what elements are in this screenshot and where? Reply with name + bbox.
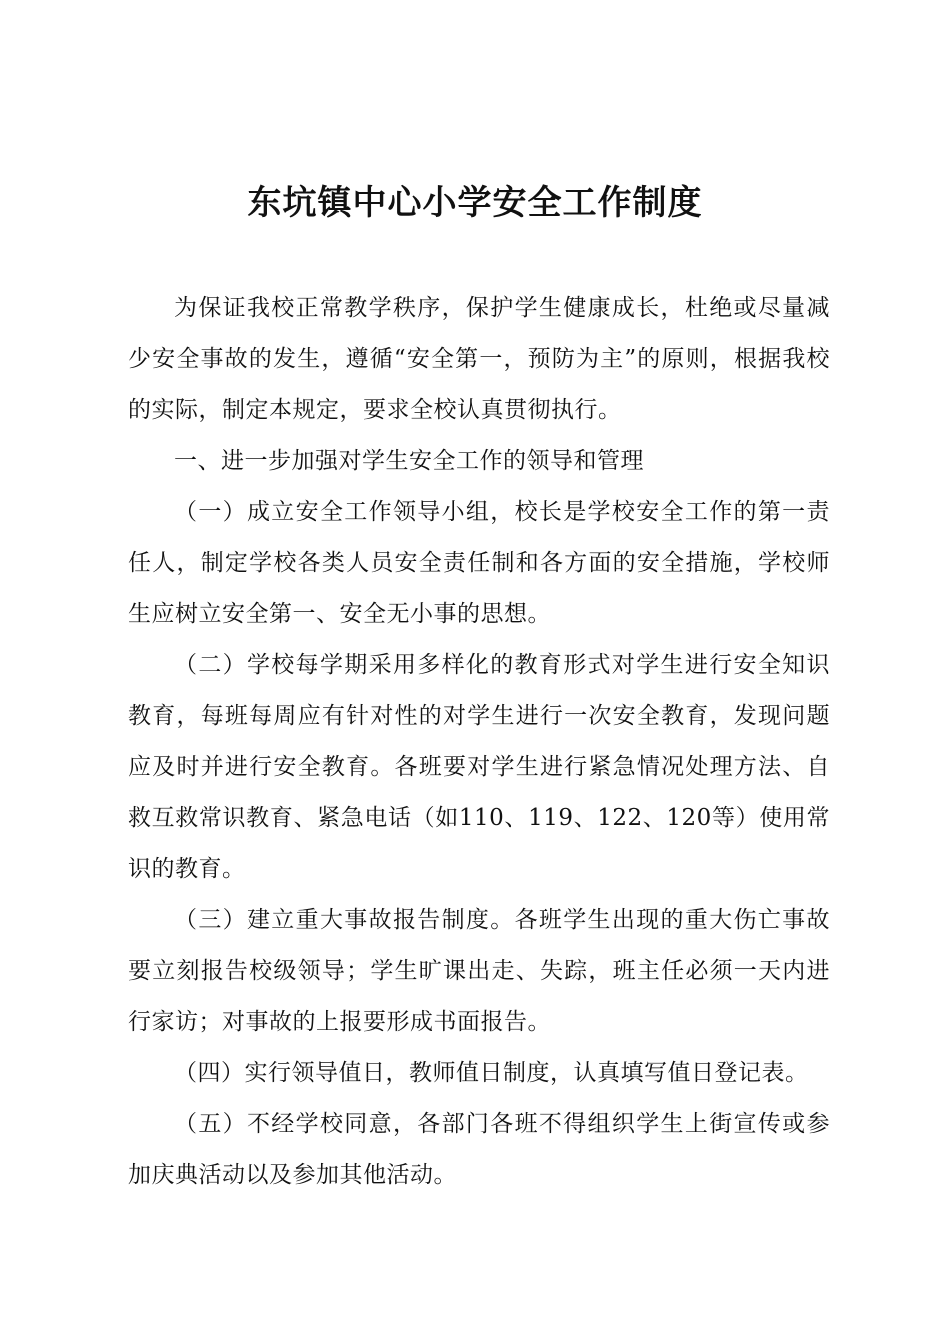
document-body bbox=[128, 283, 830, 1201]
intro-paragraph: 为保证我校正常教学秩序，保护学生健康成长，杜绝或尽量减少安全事故的发生，遵循“安全第一，预防为主”的原则，根据我校的实际，制定本规定，要求全校认真贯彻执行。 bbox=[128, 295, 830, 423]
item-paragraph-3: （三）建立重大事故报告制度。各班学生出现的重大伤亡事故要立刻报告校级领导；学生旷课出走、失踪，班主任必须一天内进行家访；对事故的上报要形成书面报告。 bbox=[128, 907, 830, 1035]
document-title: 东坑镇中心小学安全工作制度 bbox=[247, 183, 703, 223]
item-paragraph-2: （二）学校每学期采用多样化的教育形式对学生进行安全知识教育，每班每周应有针对性的对学生进行一次安全教育，发现问题应及时并进行安全教育。各班要对学生进行紧急情况处理方法、自救互救常识教育、紧急电话（如110、119、122、120等）使用常识的教育。 bbox=[128, 652, 830, 882]
item-paragraph-1: （一）成立安全工作领导小组，校长是学校安全工作的第一责任人，制定学校各类人员安全责任制和各方面的安全措施，学校师生应树立安全第一、安全无小事的思想。 bbox=[128, 499, 830, 627]
section-heading: 一、进一步加强对学生安全工作的领导和管理 bbox=[174, 448, 644, 474]
item-paragraph-5: （五）不经学校同意，各部门各班不得组织学生上街宣传或参加庆典活动以及参加其他活动。 bbox=[128, 1111, 830, 1188]
item-paragraph-4: （四）实行领导值日，教师值日制度，认真填写值日登记表。 bbox=[174, 1060, 809, 1086]
